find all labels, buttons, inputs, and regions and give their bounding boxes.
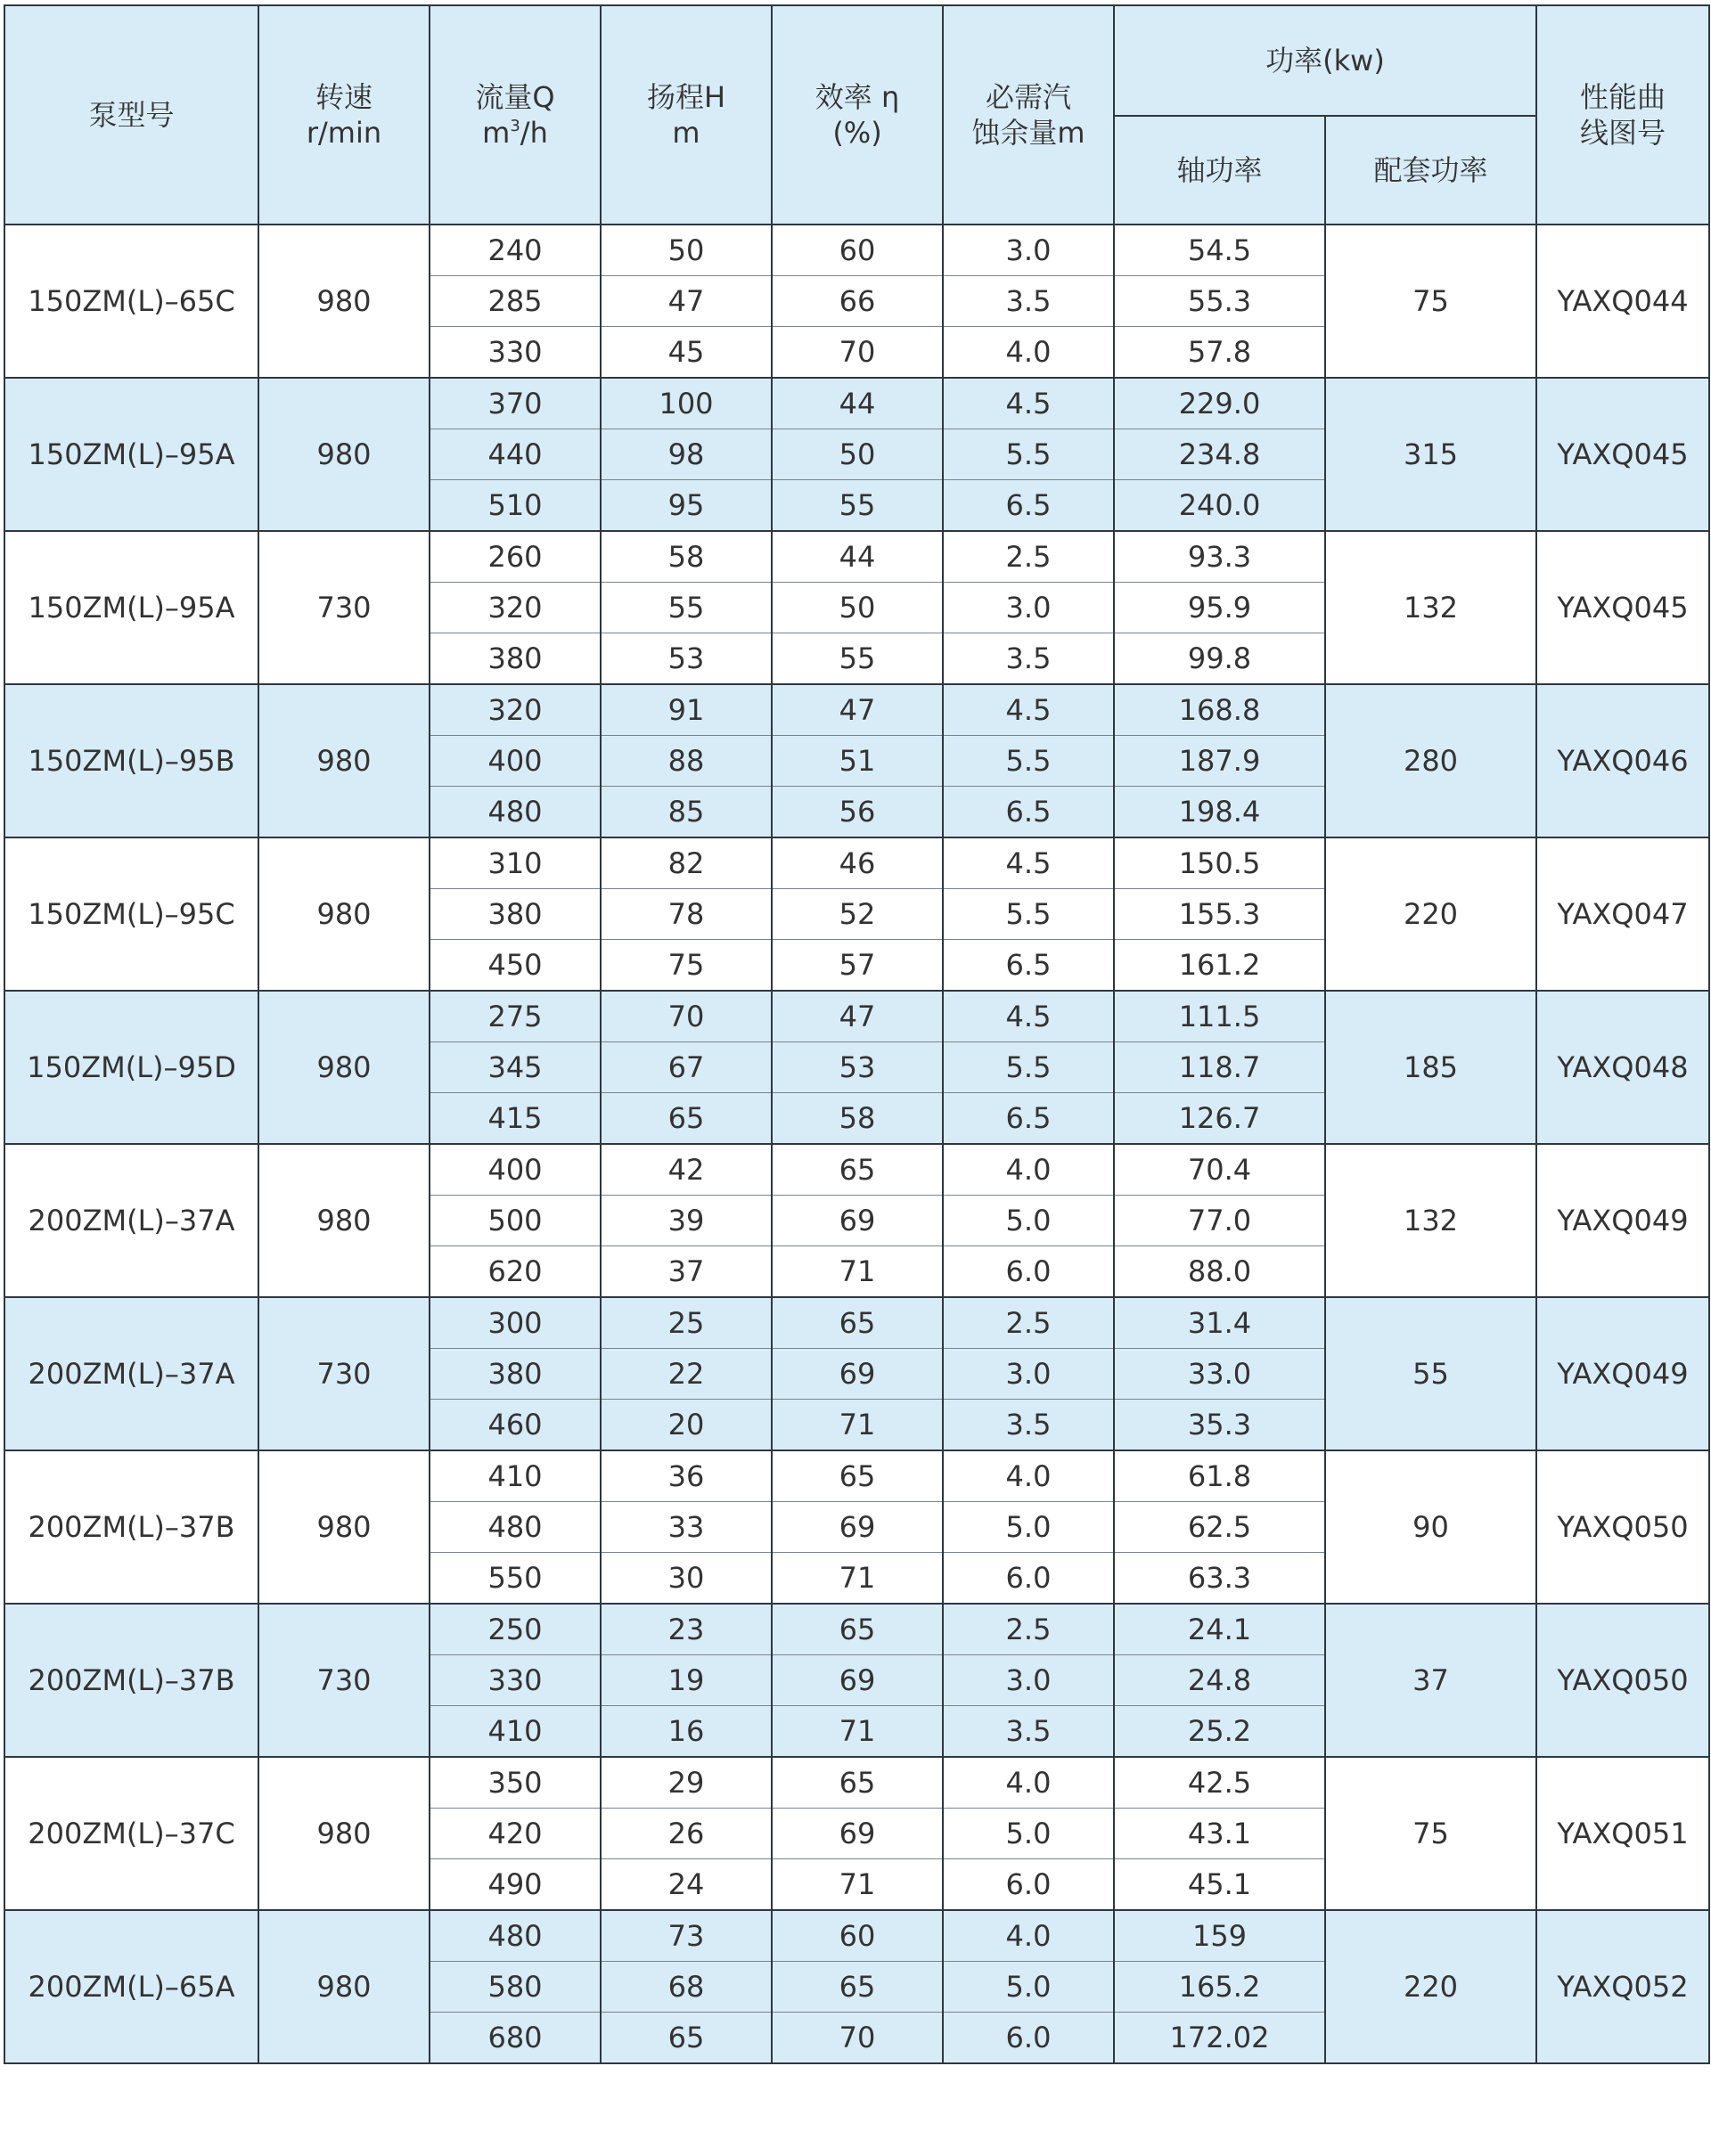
- npsh-cell: 6.5: [943, 787, 1114, 838]
- flow-cell: 680: [430, 2013, 601, 2064]
- motor-power-cell: 90: [1325, 1450, 1536, 1604]
- header-speed-label: 转速: [315, 80, 372, 114]
- table-row: [4, 1604, 1709, 1655]
- shaft-power-cell: 229.0: [1114, 378, 1325, 429]
- curve-cell: YAXQ048: [1536, 991, 1709, 1144]
- flow-cell: 480: [430, 1910, 601, 1962]
- flow-cell: 380: [430, 1349, 601, 1400]
- shaft-power-cell: 55.3: [1114, 276, 1325, 327]
- motor-power-cell: 280: [1325, 684, 1536, 837]
- shaft-power-cell: 54.5: [1114, 225, 1325, 276]
- speed-cell: 980: [258, 1450, 430, 1604]
- head-cell: 98: [601, 429, 772, 480]
- npsh-cell: 4.0: [943, 1144, 1114, 1196]
- speed-cell: 730: [258, 531, 430, 684]
- speed-cell: 980: [258, 684, 430, 837]
- model-cell: 200ZM(L)–37A: [4, 1297, 258, 1450]
- efficiency-cell: 69: [772, 1655, 943, 1706]
- efficiency-cell: 71: [772, 1400, 943, 1451]
- flow-cell: 380: [430, 633, 601, 685]
- header-power-group-label: 功率(kw): [1265, 44, 1385, 78]
- flow-cell: 370: [430, 378, 601, 429]
- flow-cell: 490: [430, 1859, 601, 1911]
- flow-cell: 440: [430, 429, 601, 480]
- shaft-power-cell: 93.3: [1114, 531, 1325, 583]
- shaft-power-cell: 88.0: [1114, 1246, 1325, 1298]
- shaft-power-cell: 24.1: [1114, 1604, 1325, 1655]
- model-cell: 150ZM(L)–65C: [4, 225, 258, 378]
- header-power-group: [1114, 5, 1536, 116]
- curve-cell: YAXQ049: [1536, 1144, 1709, 1297]
- motor-power-cell: 220: [1325, 1910, 1536, 2063]
- flow-cell: 460: [430, 1400, 601, 1451]
- model-cell: 200ZM(L)–37B: [4, 1450, 258, 1604]
- npsh-cell: 3.5: [943, 1400, 1114, 1451]
- head-cell: 24: [601, 1859, 772, 1911]
- head-cell: 65: [601, 1093, 772, 1145]
- flow-cell: 320: [430, 684, 601, 736]
- efficiency-cell: 71: [772, 1553, 943, 1605]
- shaft-power-cell: 159: [1114, 1910, 1325, 1962]
- npsh-cell: 6.0: [943, 1859, 1114, 1911]
- head-cell: 16: [601, 1706, 772, 1758]
- shaft-power-cell: 45.1: [1114, 1859, 1325, 1911]
- efficiency-cell: 50: [772, 583, 943, 633]
- flow-unit-suffix: /h: [520, 116, 548, 150]
- header-motor-power: [1325, 116, 1536, 225]
- efficiency-cell: 70: [772, 2013, 943, 2064]
- flow-cell: 345: [430, 1042, 601, 1093]
- shaft-power-cell: 63.3: [1114, 1553, 1325, 1605]
- table-row: [4, 991, 1709, 1042]
- shaft-power-cell: 77.0: [1114, 1196, 1325, 1246]
- shaft-power-cell: 161.2: [1114, 940, 1325, 992]
- head-cell: 88: [601, 736, 772, 787]
- header-curve-line2: 线图号: [1579, 116, 1666, 150]
- shaft-power-cell: 198.4: [1114, 787, 1325, 838]
- header-flow: [430, 5, 601, 225]
- model-cell: 200ZM(L)–37A: [4, 1144, 258, 1297]
- head-cell: 75: [601, 940, 772, 992]
- shaft-power-cell: 187.9: [1114, 736, 1325, 787]
- npsh-cell: 6.5: [943, 940, 1114, 992]
- table-row: [4, 1297, 1709, 1349]
- npsh-cell: 4.0: [943, 1450, 1114, 1502]
- table-row: [4, 684, 1709, 736]
- flow-cell: 415: [430, 1093, 601, 1145]
- npsh-cell: 5.5: [943, 736, 1114, 787]
- npsh-cell: 3.5: [943, 276, 1114, 327]
- flow-cell: 410: [430, 1450, 601, 1502]
- efficiency-cell: 51: [772, 736, 943, 787]
- head-cell: 68: [601, 1962, 772, 2013]
- flow-cell: 380: [430, 889, 601, 940]
- motor-power-cell: 185: [1325, 991, 1536, 1144]
- model-cell: 150ZM(L)–95A: [4, 378, 258, 531]
- npsh-cell: 5.0: [943, 1809, 1114, 1859]
- efficiency-cell: 71: [772, 1706, 943, 1758]
- head-cell: 85: [601, 787, 772, 838]
- npsh-cell: 5.0: [943, 1502, 1114, 1553]
- head-cell: 78: [601, 889, 772, 940]
- shaft-power-cell: 172.02: [1114, 2013, 1325, 2064]
- shaft-power-cell: 168.8: [1114, 684, 1325, 736]
- speed-cell: 980: [258, 225, 430, 378]
- efficiency-cell: 69: [772, 1196, 943, 1246]
- flow-cell: 260: [430, 531, 601, 583]
- efficiency-cell: 55: [772, 633, 943, 685]
- speed-cell: 980: [258, 1144, 430, 1297]
- npsh-cell: 4.5: [943, 378, 1114, 429]
- head-cell: 36: [601, 1450, 772, 1502]
- npsh-cell: 2.5: [943, 1297, 1114, 1349]
- efficiency-cell: 65: [772, 1757, 943, 1809]
- header-head: [601, 5, 772, 225]
- motor-power-cell: 315: [1325, 378, 1536, 531]
- head-cell: 47: [601, 276, 772, 327]
- shaft-power-cell: 99.8: [1114, 633, 1325, 685]
- header-curve: [1536, 5, 1709, 225]
- motor-power-cell: 132: [1325, 1144, 1536, 1297]
- speed-cell: 730: [258, 1604, 430, 1757]
- table-row: [4, 1910, 1709, 1962]
- efficiency-cell: 55: [772, 480, 943, 532]
- model-cell: 200ZM(L)–65A: [4, 1910, 258, 2063]
- head-cell: 100: [601, 378, 772, 429]
- model-cell: 150ZM(L)–95B: [4, 684, 258, 837]
- flow-cell: 500: [430, 1196, 601, 1246]
- efficiency-cell: 65: [772, 1450, 943, 1502]
- flow-cell: 275: [430, 991, 601, 1042]
- efficiency-cell: 60: [772, 225, 943, 276]
- efficiency-cell: 71: [772, 1246, 943, 1298]
- header-speed: [258, 5, 430, 225]
- shaft-power-cell: 234.8: [1114, 429, 1325, 480]
- flow-cell: 250: [430, 1604, 601, 1655]
- head-cell: 95: [601, 480, 772, 532]
- npsh-cell: 5.0: [943, 1196, 1114, 1246]
- speed-cell: 980: [258, 378, 430, 531]
- head-cell: 29: [601, 1757, 772, 1809]
- shaft-power-cell: 43.1: [1114, 1809, 1325, 1859]
- motor-power-cell: 75: [1325, 225, 1536, 378]
- shaft-power-cell: 62.5: [1114, 1502, 1325, 1553]
- shaft-power-cell: 70.4: [1114, 1144, 1325, 1196]
- efficiency-cell: 70: [772, 327, 943, 379]
- head-cell: 39: [601, 1196, 772, 1246]
- flow-cell: 400: [430, 736, 601, 787]
- header-npsh-line1: 必需汽: [985, 80, 1071, 114]
- header-shaft-power: [1114, 116, 1325, 225]
- curve-cell: YAXQ050: [1536, 1450, 1709, 1604]
- head-cell: 26: [601, 1809, 772, 1859]
- head-cell: 82: [601, 837, 772, 889]
- shaft-power-cell: 25.2: [1114, 1706, 1325, 1758]
- flow-cell: 310: [430, 837, 601, 889]
- speed-cell: 980: [258, 1757, 430, 1910]
- npsh-cell: 4.5: [943, 684, 1114, 736]
- efficiency-cell: 58: [772, 1093, 943, 1145]
- flow-cell: 285: [430, 276, 601, 327]
- table-row: [4, 837, 1709, 889]
- head-cell: 58: [601, 531, 772, 583]
- npsh-cell: 4.5: [943, 837, 1114, 889]
- head-cell: 73: [601, 1910, 772, 1962]
- efficiency-cell: 60: [772, 1910, 943, 1962]
- npsh-cell: 3.0: [943, 1655, 1114, 1706]
- table-row: [4, 1450, 1709, 1502]
- head-cell: 91: [601, 684, 772, 736]
- npsh-cell: 4.0: [943, 1910, 1114, 1962]
- pump-performance-table: [4, 4, 1710, 2064]
- motor-power-cell: 55: [1325, 1297, 1536, 1450]
- head-cell: 30: [601, 1553, 772, 1605]
- flow-cell: 320: [430, 583, 601, 633]
- flow-cell: 300: [430, 1297, 601, 1349]
- efficiency-cell: 65: [772, 1144, 943, 1196]
- head-cell: 70: [601, 991, 772, 1042]
- npsh-cell: 4.0: [943, 1757, 1114, 1809]
- npsh-cell: 6.0: [943, 1553, 1114, 1605]
- model-cell: 150ZM(L)–95A: [4, 531, 258, 684]
- efficiency-cell: 44: [772, 378, 943, 429]
- speed-cell: 980: [258, 991, 430, 1144]
- head-cell: 53: [601, 633, 772, 685]
- curve-cell: YAXQ045: [1536, 378, 1709, 531]
- header-model: [4, 5, 258, 225]
- head-cell: 45: [601, 327, 772, 379]
- npsh-cell: 6.5: [943, 1093, 1114, 1145]
- curve-cell: YAXQ045: [1536, 531, 1709, 684]
- efficiency-cell: 65: [772, 1962, 943, 2013]
- model-cell: 150ZM(L)–95D: [4, 991, 258, 1144]
- npsh-cell: 3.5: [943, 633, 1114, 685]
- curve-cell: YAXQ044: [1536, 225, 1709, 378]
- efficiency-cell: 47: [772, 991, 943, 1042]
- flow-cell: 480: [430, 1502, 601, 1553]
- curve-cell: YAXQ050: [1536, 1604, 1709, 1757]
- head-cell: 19: [601, 1655, 772, 1706]
- shaft-power-cell: 33.0: [1114, 1349, 1325, 1400]
- flow-cell: 580: [430, 1962, 601, 2013]
- model-cell: 150ZM(L)–95C: [4, 837, 258, 991]
- efficiency-cell: 69: [772, 1809, 943, 1859]
- head-cell: 65: [601, 2013, 772, 2064]
- shaft-power-cell: 240.0: [1114, 480, 1325, 532]
- shaft-power-cell: 31.4: [1114, 1297, 1325, 1349]
- head-cell: 50: [601, 225, 772, 276]
- shaft-power-cell: 165.2: [1114, 1962, 1325, 2013]
- efficiency-cell: 66: [772, 276, 943, 327]
- efficiency-cell: 56: [772, 787, 943, 838]
- curve-cell: YAXQ049: [1536, 1297, 1709, 1450]
- header-model-label: 泵型号: [88, 98, 175, 132]
- head-cell: 20: [601, 1400, 772, 1451]
- efficiency-cell: 71: [772, 1859, 943, 1911]
- flow-cell: 620: [430, 1246, 601, 1298]
- header-flow-label: 流量Q: [475, 80, 555, 114]
- table-row: [4, 531, 1709, 583]
- table-row: [4, 1144, 1709, 1196]
- efficiency-cell: 53: [772, 1042, 943, 1093]
- header-curve-line1: 性能曲: [1579, 80, 1666, 114]
- npsh-cell: 5.0: [943, 1962, 1114, 2013]
- efficiency-cell: 46: [772, 837, 943, 889]
- header-head-label: 扬程H: [646, 80, 726, 114]
- npsh-cell: 3.0: [943, 225, 1114, 276]
- flow-cell: 350: [430, 1757, 601, 1809]
- head-cell: 33: [601, 1502, 772, 1553]
- npsh-cell: 6.0: [943, 2013, 1114, 2064]
- header-speed-unit: r/min: [306, 116, 382, 150]
- shaft-power-cell: 61.8: [1114, 1450, 1325, 1502]
- motor-power-cell: 37: [1325, 1604, 1536, 1757]
- head-cell: 42: [601, 1144, 772, 1196]
- curve-cell: YAXQ046: [1536, 684, 1709, 837]
- flow-unit-base: m: [482, 116, 511, 150]
- shaft-power-cell: 150.5: [1114, 837, 1325, 889]
- shaft-power-cell: 126.7: [1114, 1093, 1325, 1145]
- speed-cell: 730: [258, 1297, 430, 1450]
- header-efficiency-unit: (%): [832, 116, 882, 150]
- shaft-power-cell: 95.9: [1114, 583, 1325, 633]
- flow-cell: 510: [430, 480, 601, 532]
- speed-cell: 980: [258, 1910, 430, 2063]
- shaft-power-cell: 111.5: [1114, 991, 1325, 1042]
- npsh-cell: 5.5: [943, 1042, 1114, 1093]
- npsh-cell: 3.5: [943, 1706, 1114, 1758]
- model-cell: 200ZM(L)–37B: [4, 1604, 258, 1757]
- flow-cell: 410: [430, 1706, 601, 1758]
- efficiency-cell: 69: [772, 1502, 943, 1553]
- npsh-cell: 5.5: [943, 429, 1114, 480]
- model-cell: 200ZM(L)–37C: [4, 1757, 258, 1910]
- header-head-unit: m: [672, 116, 700, 150]
- npsh-cell: 2.5: [943, 531, 1114, 583]
- npsh-cell: 6.5: [943, 480, 1114, 532]
- table-header: [4, 5, 1709, 225]
- npsh-cell: 3.0: [943, 1349, 1114, 1400]
- npsh-cell: 5.5: [943, 889, 1114, 940]
- npsh-cell: 3.0: [943, 583, 1114, 633]
- head-cell: 37: [601, 1246, 772, 1298]
- efficiency-cell: 44: [772, 531, 943, 583]
- flow-cell: 240: [430, 225, 601, 276]
- curve-cell: YAXQ047: [1536, 837, 1709, 991]
- shaft-power-cell: 57.8: [1114, 327, 1325, 379]
- flow-cell: 550: [430, 1553, 601, 1605]
- header-motor-power-label: 配套功率: [1373, 153, 1488, 187]
- flow-cell: 450: [430, 940, 601, 992]
- curve-cell: YAXQ051: [1536, 1757, 1709, 1910]
- header-efficiency-label: 效率 η: [815, 80, 900, 114]
- table-body: [4, 225, 1709, 2063]
- npsh-cell: 4.0: [943, 327, 1114, 379]
- flow-cell: 330: [430, 1655, 601, 1706]
- efficiency-cell: 57: [772, 940, 943, 992]
- flow-cell: 420: [430, 1809, 601, 1859]
- npsh-cell: 4.5: [943, 991, 1114, 1042]
- head-cell: 67: [601, 1042, 772, 1093]
- table-row: [4, 225, 1709, 276]
- efficiency-cell: 52: [772, 889, 943, 940]
- header-flow-unit: [430, 115, 600, 151]
- head-cell: 22: [601, 1349, 772, 1400]
- shaft-power-cell: 118.7: [1114, 1042, 1325, 1093]
- header-shaft-power-label: 轴功率: [1176, 153, 1263, 187]
- header-npsh: [943, 5, 1114, 225]
- efficiency-cell: 65: [772, 1604, 943, 1655]
- shaft-power-cell: 35.3: [1114, 1400, 1325, 1451]
- motor-power-cell: 220: [1325, 837, 1536, 991]
- table-row: [4, 1757, 1709, 1809]
- flow-unit-exponent: 3: [510, 117, 520, 135]
- motor-power-cell: 132: [1325, 531, 1536, 684]
- shaft-power-cell: 42.5: [1114, 1757, 1325, 1809]
- table-row: [4, 378, 1709, 429]
- speed-cell: 980: [258, 837, 430, 991]
- motor-power-cell: 75: [1325, 1757, 1536, 1910]
- efficiency-cell: 65: [772, 1297, 943, 1349]
- head-cell: 55: [601, 583, 772, 633]
- efficiency-cell: 69: [772, 1349, 943, 1400]
- head-cell: 23: [601, 1604, 772, 1655]
- head-cell: 25: [601, 1297, 772, 1349]
- npsh-cell: 6.0: [943, 1246, 1114, 1298]
- efficiency-cell: 50: [772, 429, 943, 480]
- flow-cell: 400: [430, 1144, 601, 1196]
- flow-cell: 330: [430, 327, 601, 379]
- header-npsh-line2: 蚀余量m: [971, 116, 1085, 150]
- efficiency-cell: 47: [772, 684, 943, 736]
- flow-cell: 480: [430, 787, 601, 838]
- shaft-power-cell: 155.3: [1114, 889, 1325, 940]
- shaft-power-cell: 24.8: [1114, 1655, 1325, 1706]
- curve-cell: YAXQ052: [1536, 1910, 1709, 2063]
- npsh-cell: 2.5: [943, 1604, 1114, 1655]
- header-efficiency: [772, 5, 943, 225]
